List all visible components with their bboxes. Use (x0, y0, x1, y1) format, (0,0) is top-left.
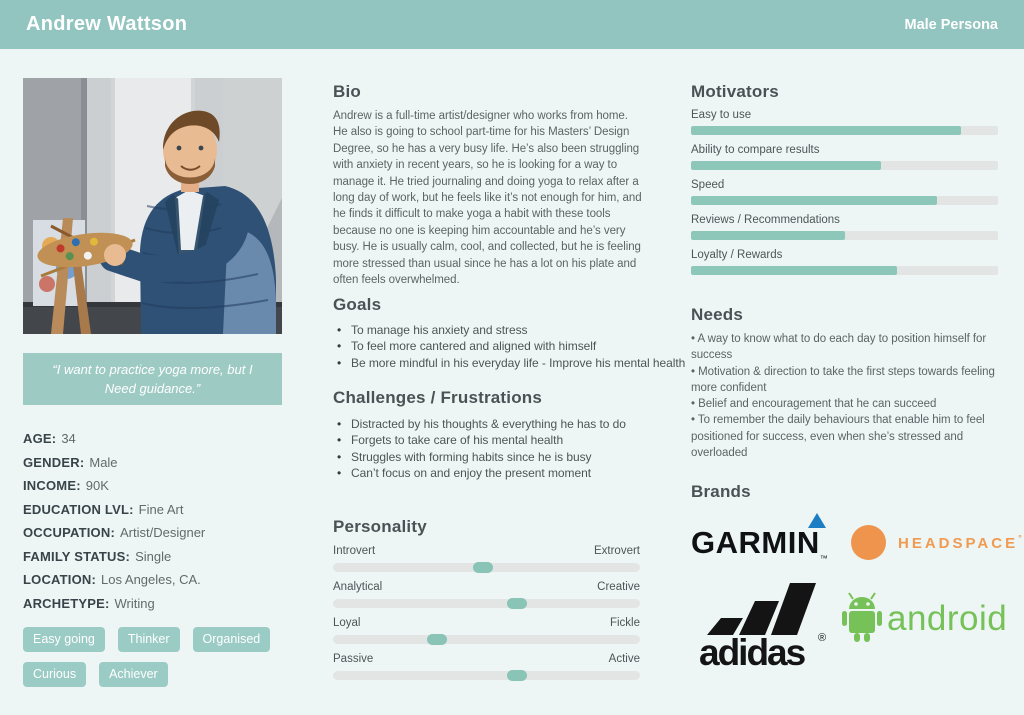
slider-handle[interactable] (507, 670, 527, 681)
demo-label: EDUCATION LVL: (23, 501, 134, 517)
demo-row-location (23, 572, 282, 587)
bar-fill (691, 161, 881, 170)
demo-value: Male (89, 454, 118, 470)
bar-label: Loyalty / Rewards (691, 249, 783, 261)
android-robot-icon (841, 591, 883, 643)
demo-label: FAMILY STATUS: (23, 548, 131, 564)
headspace-degree-mark: ° (1018, 533, 1022, 543)
garmin-wordmark: GARMIN (691, 525, 820, 560)
slider-right-label: Creative (597, 581, 640, 593)
middle-column (333, 75, 686, 715)
slider-left-label: Passive (333, 653, 374, 665)
slider-loyal-fickle (333, 617, 640, 644)
goal-item: • To manage his anxiety and stress (333, 322, 685, 338)
bar-fill (691, 196, 937, 205)
goals-heading: Goals (333, 295, 382, 314)
bio-text: Andrew is a full-time artist/designer who works from home. He also is going to school part-time for his Masters’ Design Degree, so he has a very busy life. He’s also been struggling with anxiety in recent years, so he is looking for a way to manage it. He tried journaling and doing yoga to relax after a long day of work, but he feels like it’s not enough for him, and he finds it difficult to make yoga a habit with these tools because no one is keeping him accountable and he’s very busy. He is usually calm, cool, and collected, but he is feeling more stressed than usual since he has a lot on his plate and often feels overwhelmed. (333, 110, 642, 287)
bar-track (691, 126, 998, 135)
slider-track[interactable] (333, 671, 640, 680)
motivator-easy-to-use (691, 109, 998, 135)
need-item: • To remember the daily behaviours that enable him to feel positioned for success, even when she’s stressed and overloaded (691, 414, 985, 460)
needs-list (691, 331, 998, 461)
bio-heading: Bio (333, 82, 361, 101)
android-logo (841, 591, 1007, 643)
motivator-bars (691, 109, 998, 284)
bar-label: Ability to compare results (691, 144, 820, 156)
motivators-heading: Motivators (691, 82, 779, 101)
need-item: • A way to know what to do each day to position himself for success (691, 333, 987, 362)
headspace-wordmark (898, 533, 1022, 552)
goal-item: • To feel more cantered and aligned with himself (333, 338, 685, 354)
headspace-text: HEADSPACE (898, 535, 1019, 552)
garmin-triangle-icon (808, 513, 826, 528)
slider-track[interactable] (333, 563, 640, 572)
demo-row-gender (23, 455, 282, 470)
headspace-logo (851, 525, 1022, 560)
left-column (23, 78, 282, 687)
demo-label: AGE: (23, 431, 57, 446)
demo-value: Fine Art (138, 501, 184, 517)
bar-label: Speed (691, 179, 725, 191)
adidas-logo (697, 579, 842, 671)
demo-label: GENDER: (23, 454, 85, 470)
bar-label: Reviews / Recommendations (691, 214, 840, 226)
demo-value: 90K (85, 478, 109, 493)
personality-sliders (333, 545, 640, 689)
persona-photo (23, 78, 282, 334)
challenge-item: • Can’t focus on and enjoy the present moment (333, 465, 626, 481)
demo-row-income (23, 478, 282, 493)
garmin-tm-mark: ™ (819, 554, 828, 563)
motivator-compare-results (691, 144, 998, 170)
challenge-item: • Forgets to take care of his mental health (333, 432, 626, 448)
tag-curious: Curious (23, 662, 86, 687)
bar-fill (691, 266, 897, 275)
motivator-loyalty (691, 249, 998, 275)
persona-type-label: Male Persona (904, 16, 998, 33)
demo-row-archetype (23, 596, 282, 611)
slider-analytical-creative (333, 581, 640, 608)
needs-heading: Needs (691, 305, 744, 324)
demo-row-age (23, 431, 282, 446)
svg-text:®: ® (818, 632, 827, 644)
slider-right-label: Active (608, 653, 640, 665)
personality-heading: Personality (333, 517, 427, 536)
tag-easy-going: Easy going (23, 627, 105, 652)
garmin-logo (691, 513, 851, 563)
tag-achiever: Achiever (99, 662, 168, 687)
slider-track[interactable] (333, 635, 640, 644)
demo-label: OCCUPATION: (23, 525, 115, 540)
quote-line-1: “I want to practice yoga more, but I (52, 362, 253, 377)
slider-left-label: Introvert (333, 545, 376, 557)
bar-fill (691, 126, 961, 135)
slider-introvert-extrovert (333, 545, 640, 572)
quote-line-2: Need guidance.” (104, 381, 201, 396)
demo-row-family-status (23, 549, 282, 564)
bar-track (691, 266, 998, 275)
demo-row-education (23, 502, 282, 517)
demo-value: 34 (61, 431, 76, 446)
demographics-list (23, 431, 282, 611)
slider-right-label: Extrovert (593, 545, 640, 557)
goals-list (333, 322, 685, 371)
slider-handle[interactable] (473, 562, 493, 573)
demo-row-occupation (23, 525, 282, 540)
bar-track (691, 196, 998, 205)
bar-label: Easy to use (691, 109, 752, 121)
need-item: • Belief and encouragement that he can succeed (691, 398, 937, 411)
slider-track[interactable] (333, 599, 640, 608)
demo-label: ARCHETYPE: (23, 595, 110, 611)
demo-value: Writing (114, 595, 155, 611)
tag-organised: Organised (193, 627, 271, 652)
demo-label: LOCATION: (23, 572, 97, 587)
persona-name: Andrew Wattson (26, 13, 188, 35)
tag-thinker: Thinker (118, 627, 180, 652)
slider-handle[interactable] (507, 598, 527, 609)
svg-text:adidas: adidas (699, 632, 805, 671)
motivator-speed (691, 179, 998, 205)
headspace-circle-icon (851, 525, 886, 560)
challenge-item: • Distracted by his thoughts & everything he has to do (333, 416, 626, 432)
slider-left-label: Analytical (333, 581, 383, 593)
bar-track (691, 161, 998, 170)
right-column (691, 75, 1022, 715)
need-item: • Motivation & direction to take the first steps towards feeling more confident (691, 365, 995, 394)
slider-passive-active (333, 653, 640, 680)
demo-value: Artist/Designer (120, 525, 206, 540)
slider-handle[interactable] (427, 634, 447, 645)
challenges-heading: Challenges / Frustrations (333, 388, 543, 407)
persona-quote (23, 353, 282, 405)
motivator-reviews (691, 214, 998, 240)
demo-value: Los Angeles, CA. (101, 572, 201, 587)
bar-fill (691, 231, 845, 240)
challenge-item: • Struggles with forming habits since he is busy (333, 449, 626, 465)
brands-heading: Brands (691, 482, 751, 501)
slider-left-label: Loyal (333, 617, 361, 629)
challenges-list (333, 416, 626, 482)
bar-track (691, 231, 998, 240)
persona-header (0, 0, 1024, 49)
trait-tags (23, 627, 282, 687)
slider-right-label: Fickle (609, 617, 640, 629)
goal-item: • Be more mindful in his everyday life - Improve his mental health (333, 355, 685, 371)
demo-value: Single (135, 548, 172, 564)
demo-label: INCOME: (23, 478, 81, 493)
android-wordmark: android (887, 599, 1008, 638)
